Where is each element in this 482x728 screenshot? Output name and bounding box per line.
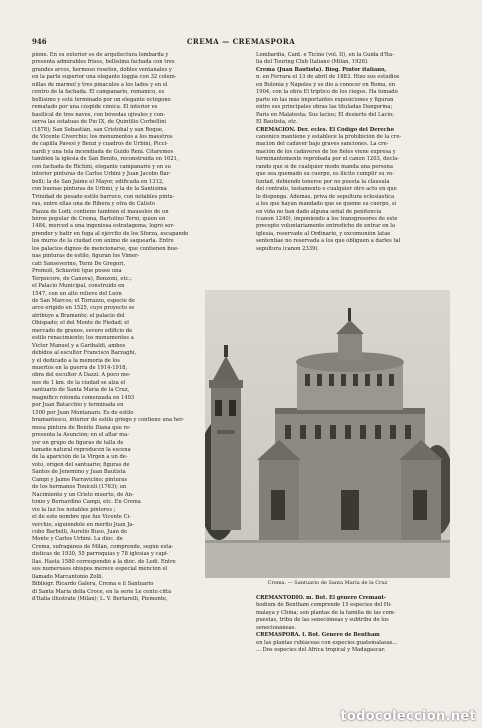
text-line: malaya y China; son plantas de la familia de las com- <box>256 609 396 616</box>
text-line: de San Marcos; el Torrazzo, especie de <box>32 297 135 304</box>
text-line: 1904, con la obra El tríptico de los ciegos. Ha tomado <box>256 89 398 96</box>
text-line: París en Malatesta; Sus lacios; El desierto del Lacio; <box>256 111 394 118</box>
text-line: en Bolonia y Nápoles y se dio a conocer en Roma, en <box>256 81 396 88</box>
page-header <box>32 37 450 47</box>
text-line: Crema, sufragánea de Milán, comprende, según esta- <box>32 543 174 550</box>
text-line: nas pinturas de estilo, figuran los Vimer- <box>32 253 140 260</box>
text-line: Premoli, Schiavini (que posee una <box>32 268 122 275</box>
text-line: mercado de granos, severo edificio de <box>32 327 133 334</box>
text-line: bellísimo y está terminado por un elegante octógono <box>32 96 171 103</box>
text-line: mosa pintura de Benito Diana que re- <box>32 424 131 431</box>
text-line: basilical de tres naves, con bóvedas ojivales y con- <box>32 111 166 118</box>
text-line: parte en las más importantes exposiciones y figuran <box>256 96 394 103</box>
watermark: todocoleccion.net <box>340 709 476 724</box>
text-line: Nacimiento y un Cristo muerto, de An- <box>32 491 134 498</box>
text-line: por Juan Batacchio y terminada en <box>32 402 124 409</box>
text-line: debidos al escultor Francisco Barzaghi, <box>32 350 137 357</box>
text-line: pione. En su exterior es de arquitectura lombarda y <box>32 52 169 58</box>
running-title: CREMA — CREMASPORA <box>186 37 296 46</box>
text-line: yor un grupo de figuras de talla de <box>32 439 124 446</box>
text-line: El Bautista, etc. <box>256 119 298 126</box>
text-line: d'Italia illustrate (Milán); L. V. Bertarelli, Piemonte, <box>32 596 168 603</box>
text-line: muertos en la guerra de 1914-1918, <box>32 365 128 372</box>
text-line: el de este nombre que fue Vicente Ci- <box>32 514 132 521</box>
text-line: Santos de Jenomino y Juan Bautista <box>32 469 126 476</box>
page-number: 946 <box>32 37 47 46</box>
text-line: nillas de mármol y tres pináculos a los lados y en el <box>32 81 168 88</box>
text-line: de Vicente Civerchio; los monumentos a los maestros <box>32 133 173 140</box>
text-line: CREMASPORA. f. Bot. Género de Bentham <box>256 632 380 639</box>
text-line: arco erigido en 1525, cuyo proyecto se <box>32 305 135 312</box>
text-line: interior pinturas de Carlos Urbini y Juan Jacobo Bar- <box>32 171 171 178</box>
text-line: de la aparición de la Virgen a un de- <box>32 454 128 461</box>
text-line: n. en Ferrara el 13 de abril de 1883. Hizo sus estudios <box>256 74 400 81</box>
text-line: dísticas de 1930, 55 parroquias y 78 iglesias y capi- <box>32 551 169 558</box>
text-line: sus numerosos obispos merece especial mención el <box>32 566 168 573</box>
text-line: 1500 por Juan Montanaro. Es de estilo <box>32 409 134 416</box>
text-line: Víctor Manuel y a Garibaldi, ambos <box>32 342 126 349</box>
text-line: di Santa Maria della Croce, en la serie Le cento città <box>32 588 172 595</box>
text-line: presenta la Asunción; en el altar ma- <box>32 432 129 439</box>
text-line: tonio y Bernardino Campi, etc. En Crema <box>32 499 141 506</box>
text-line: Monte y Carlos Urbini. La dióc. de <box>32 536 123 543</box>
text-line: prender y batir en fuga al ejército de los Sforza, escapando <box>32 230 189 237</box>
text-line: sepultura (canon 2339). <box>256 245 320 252</box>
text-line: bramantesco, interior de estilo griego y contiene una her- <box>32 417 185 424</box>
text-line: en vida no han dado alguna señal de penitencia <box>256 208 382 215</box>
text-line: con fachada de Richini, elegante campanario y en su <box>32 163 171 170</box>
text-line: cobo Barbelli, Aurelio Buso, Juan de <box>32 529 128 535</box>
text-line: Lombardia, Cant. e Ticino (vol. II), en la Guida d'Ita- <box>256 52 394 58</box>
text-line: grandes arcos, hermoso rosetón, dobles ventanales y <box>32 66 172 73</box>
text-line: Bibliogr. Ricardo Galera, Crema e il Santuario <box>32 581 154 588</box>
text-line: 1547, con un alto relieve del León <box>32 290 122 297</box>
text-line: santuario de Santa María de la Cruz, <box>32 387 130 394</box>
text-line: de los hermanos Toniceli (1763); un <box>32 484 127 491</box>
photo-caption: Crema. — Santuario de Santa María de la Cruz <box>267 580 388 586</box>
text-line: también la iglesia de San Benito, reconstruida en 1621, <box>32 156 179 163</box>
text-line: presenta admirables frisos, bellísima fachada con tres <box>32 59 175 66</box>
text-line: lia del Touring Club Italiano (Milán, 1926). <box>256 59 369 66</box>
text-line: con buenas pinturas de Urbini, y la de la Santísima <box>32 186 167 193</box>
text-line: canónico mantiene y establece la prohibición de la cre- <box>256 133 402 140</box>
text-line: los muros de la ciudad con ánimo de saquearla. Entre <box>32 238 174 245</box>
text-line: belli; la de San Jaime el Mayor, edificada en 1312, <box>32 178 164 185</box>
text-line: llas. Hasta 1580 correspondió a la dióc. de Lodi. Entre <box>32 558 176 565</box>
text-line: entre sus principales obras las tituladas Dangorina; <box>256 104 393 111</box>
text-line: Trinidad de pesado estilo barroco, con notables pintu- <box>32 193 175 200</box>
text-line: mación de los cadáveres de los fieles viene expresa y <box>256 148 396 155</box>
text-line: de capilla Pavesi y Benzi y cuadros de Urbini, Picci- <box>32 141 168 148</box>
text-line: Piazza de Lodi; contiene también el mausoleo de un <box>32 208 169 215</box>
text-line: los palacios dignos de mencionarse, que contienen bue- <box>32 245 179 252</box>
text-line: centro de la fachada. El campanario, románico, es <box>32 89 165 96</box>
text-line: iglesia, reservado al Ordinario, y excomunión latae <box>256 230 391 237</box>
text-line: luntad, debiendo tenerse por no puesta la cláusula <box>256 178 390 185</box>
text-line: magnífico rotonda comenzada en 1493 <box>32 394 135 401</box>
text-line: atribuye a Bramante; el palacio del <box>32 312 125 319</box>
text-line: precepto voluntariamente entredicho de entrar en la <box>256 223 396 230</box>
text-line: estilo renacimiento; los monumentos a <box>32 335 134 342</box>
text-line: 1484, merced a una ingeniosa estratagema, logró sor- <box>32 223 175 230</box>
text-line: lo disponga. Además, priva de sepultura eclesiástica <box>256 193 395 200</box>
text-line: rando que si de cualquier modo manda una persona <box>256 163 393 170</box>
text-line: que sea quemado su cuerpo, es ilícito cumplir su vo- <box>256 171 395 178</box>
text-line: verchio, siguiéndole en mérito Juan Ja- <box>32 521 135 528</box>
text-line: el Palacio Municipal, construido en <box>32 283 125 290</box>
text-line: voto, origen del santuario; figuras de <box>32 461 130 468</box>
text-line: CREMACIÓN. Der. ecles. El Código del Derecho <box>256 126 394 133</box>
text-line: del contrato, testamento o cualquier otro acto en que <box>256 186 397 193</box>
text-line: en la parte superior una elegante loggia con 32 colum- <box>32 74 177 81</box>
text-line: mación del cadáver bajo graves sanciones. La cre- <box>256 141 389 148</box>
text-line: hodium de Bentham comprende 15 especies del Hi- <box>256 602 392 609</box>
text-line: a los que hayan mandado que se queme su cuerpo, si <box>256 201 397 208</box>
text-line: obra del escultor A Dazzi. A poco me- <box>32 372 131 379</box>
text-line: cati Sanseverino, Terni De Gregori, <box>32 260 126 267</box>
text-line: nos de 1 km. de la ciudad se alza el <box>32 379 126 386</box>
text-line: CREMANTODIO. m. Bot. El género Cremant- <box>256 595 387 601</box>
text-line: (canon 1240), imponiendo a los transgresores de este <box>256 215 398 222</box>
text-line: vio la luz los notables pintores ; <box>32 506 116 513</box>
text-line: ras, entre ellas una de Ribera y otra de Calisto <box>32 201 155 208</box>
text-line: nardi y una tela incendiada de Guido Reni. Citaremos <box>32 148 174 155</box>
text-line: senecionáneas. <box>256 624 297 631</box>
text-line: (1878); San Sebastián, san Cristóbal y san Roque, <box>32 126 164 133</box>
text-line: llamado Marcantonio Zolli. <box>32 573 104 580</box>
church-photo <box>205 290 450 578</box>
text-line: ... Dos especies del África tropical y Madagascar. <box>256 647 386 654</box>
text-line: tamaño natural reproducen la escena <box>32 447 131 454</box>
text-line: Obispado; el del Monte de Piedad; el <box>32 320 129 327</box>
right-top-text-column <box>256 52 450 282</box>
text-line: serva las estatuas de Pío IX, de Quintilio Corbellini <box>32 119 167 126</box>
text-line: en las plantas rubiáceas con especies guatemalasas... <box>256 639 398 646</box>
text-line: sententiae no reservada a los que obliguen a darles tal <box>256 238 401 245</box>
text-line: rematado por una cúspide cónica. El interior es <box>32 104 158 111</box>
text-line: y el dedicado a la memoria de los <box>32 357 120 364</box>
text-line: Terpsícore, de Canova), Benzoni, etc.; <box>32 275 132 282</box>
text-line: puestas, tribu de las senecióneas y subtribu de los <box>256 617 389 624</box>
text-line: Campi y Jaime Parravicino; pinturas <box>32 476 128 483</box>
text-line: héroe popular de Crema, Bartolino Terni, quien en <box>32 215 166 222</box>
text-line: Crema (Juan Bautista). Biog. Pintor italiano, <box>256 66 387 73</box>
right-bottom-text-column <box>256 595 450 705</box>
text-line: terminantemente reprobada por el canon 1203, decla- <box>256 156 399 163</box>
